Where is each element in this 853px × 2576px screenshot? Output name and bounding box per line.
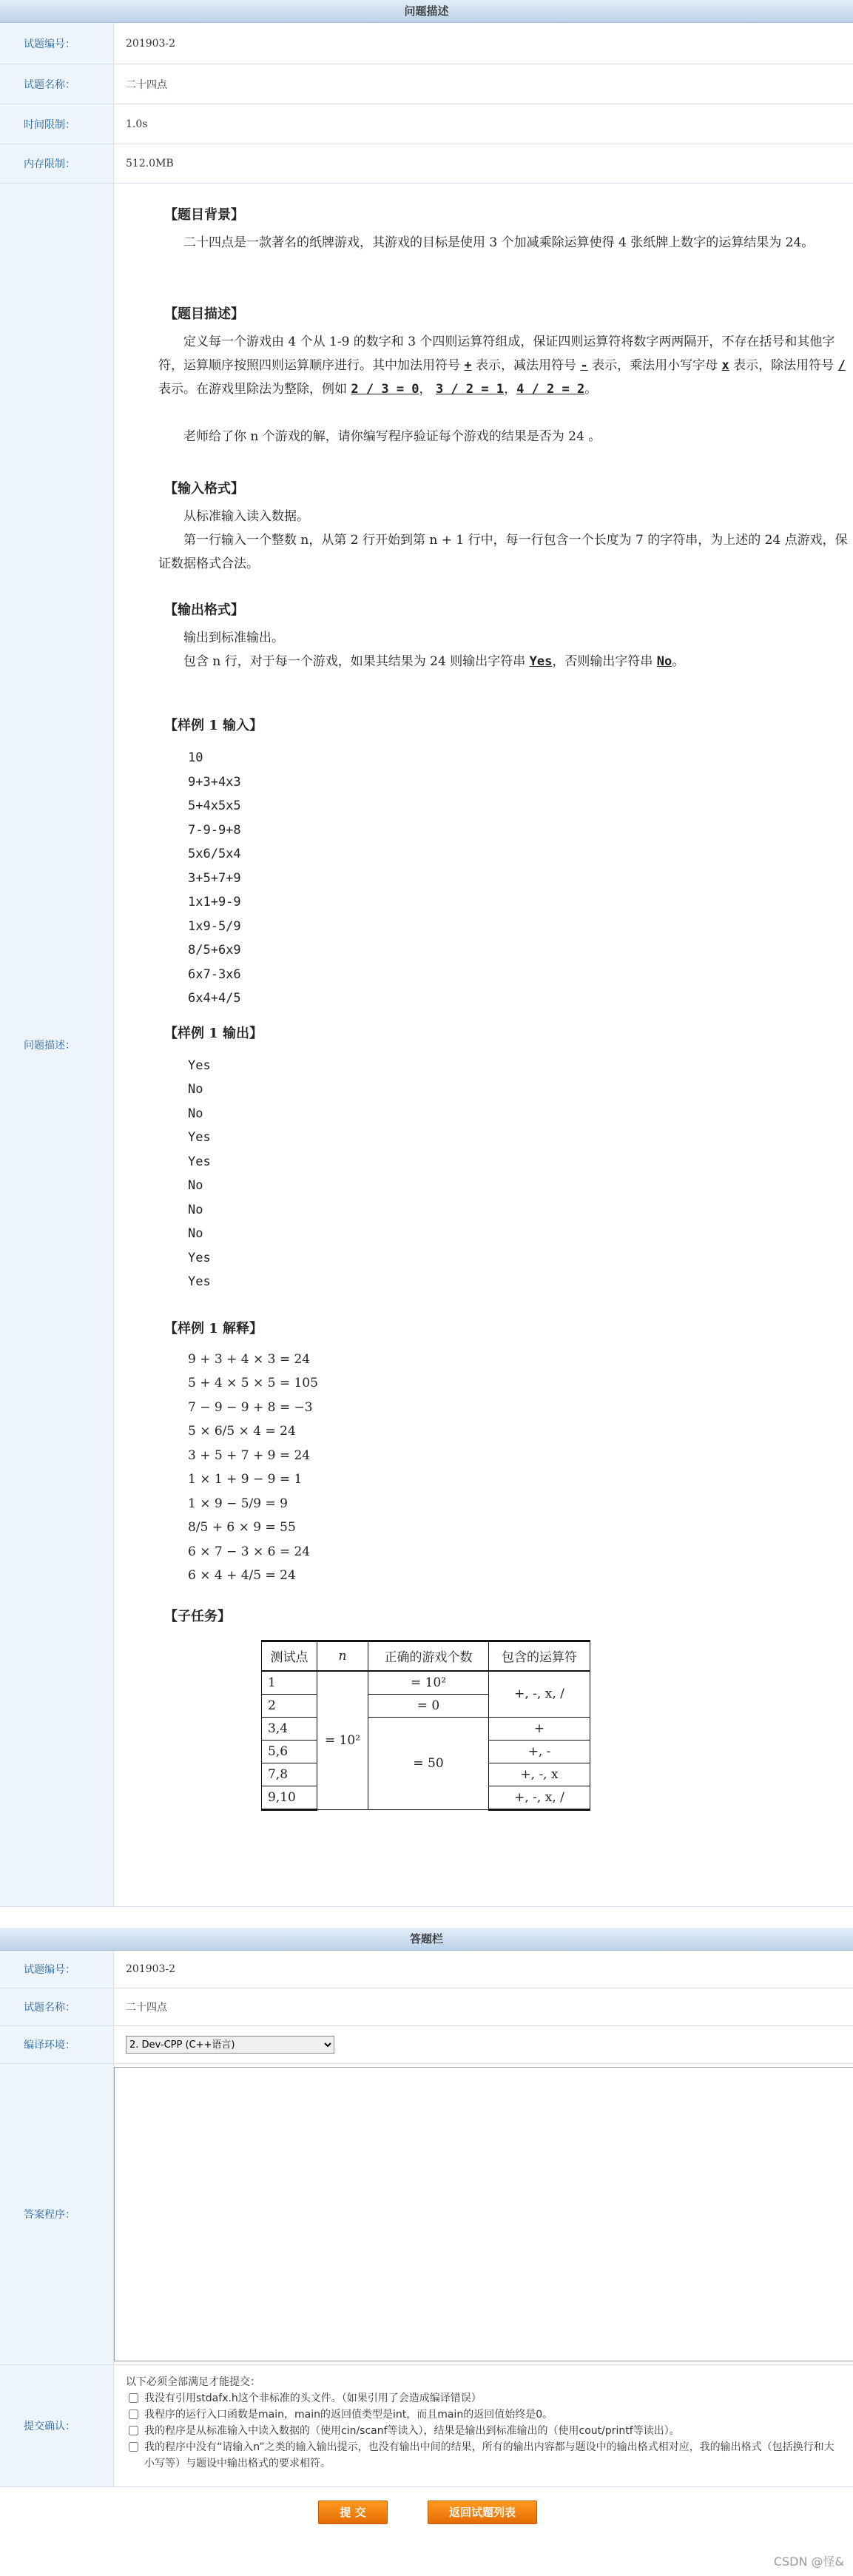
sample-input-line: 5+4x5x5 bbox=[188, 798, 241, 813]
plus-symbol: + bbox=[464, 358, 472, 373]
confirm-checkbox-3[interactable] bbox=[129, 2426, 138, 2435]
subtask-point: 5,6 bbox=[262, 1740, 317, 1763]
yes-string: Yes bbox=[529, 654, 553, 669]
explain-line: 8/5 + 6 × 9 = 55 bbox=[188, 1520, 296, 1535]
subtask-header: n bbox=[317, 1641, 368, 1671]
answer-id-label: 试题编号： bbox=[0, 1951, 114, 1988]
out-text-a: 包含 n 行，对于每一个游戏，如果其结果为 24 则输出字符串 bbox=[183, 654, 530, 669]
submit-confirm-row bbox=[0, 2365, 853, 2487]
problem-name-label: 试题名称： bbox=[0, 64, 114, 104]
answer-id-value: 201903-2 bbox=[126, 1963, 176, 1975]
subtask-ops: +, -, x, / bbox=[489, 1671, 590, 1718]
sample-input-line: 5x6/5x4 bbox=[188, 847, 241, 861]
sample-output-list bbox=[158, 1049, 853, 1294]
problem-id-label: 试题编号： bbox=[0, 23, 114, 64]
answer-code-textarea[interactable] bbox=[114, 2067, 853, 2361]
sample-input-line: 6x7-3x6 bbox=[188, 966, 241, 982]
out-text-c: 。 bbox=[672, 654, 685, 669]
sample-output-line: Yes bbox=[188, 1274, 211, 1289]
answer-code-label: 答案程序： bbox=[0, 2064, 114, 2364]
input-format-p1: 从标准输入读入数据。 bbox=[183, 509, 309, 524]
description-paragraph-2: 老师给了你 n 个游戏的解，请你编写程序验证每个游戏的结果是否为 24 。 bbox=[183, 429, 601, 444]
sample-output-line: No bbox=[188, 1082, 203, 1097]
confirm-check-2-text: 我程序的运行入口函数是main，main的返回值类型是int，而且main的返回值始终是0。 bbox=[144, 2409, 553, 2421]
subtask-ops: +, -, x, / bbox=[489, 1786, 590, 1809]
sample-input-line: 3+5+7+9 bbox=[188, 870, 241, 886]
confirm-intro: 以下必须全部满足才能提交： bbox=[126, 2376, 260, 2388]
desc-text-b: 表示，减法用符号 bbox=[471, 358, 581, 373]
subtask-correct: = 50 bbox=[368, 1717, 489, 1809]
explain-line: 6 × 7 − 3 × 6 = 24 bbox=[188, 1544, 311, 1559]
answer-code-row bbox=[0, 2064, 853, 2365]
compiler-env-row bbox=[0, 2026, 853, 2064]
confirm-checkbox-1[interactable] bbox=[129, 2393, 138, 2403]
answer-name-label: 试题名称： bbox=[0, 1988, 114, 2025]
subtask-header: 正确的游戏个数 bbox=[368, 1641, 489, 1671]
memory-limit-row bbox=[0, 144, 853, 184]
problem-description-row bbox=[0, 184, 853, 1907]
explain-line: 1 × 1 + 9 − 9 = 1 bbox=[188, 1472, 303, 1487]
answer-name-value: 二十四点 bbox=[126, 2002, 167, 2014]
button-bar bbox=[0, 2487, 853, 2576]
multiply-symbol: x bbox=[721, 358, 729, 373]
explain-line: 5 + 4 × 5 × 5 = 105 bbox=[188, 1376, 318, 1390]
subtask-correct: = 10² bbox=[368, 1671, 489, 1695]
sample-output-line: Yes bbox=[188, 1154, 211, 1169]
subtask-ops: +, - bbox=[489, 1740, 590, 1763]
desc-end: 。 bbox=[584, 382, 598, 397]
subtask-title: 【子任务】 bbox=[164, 1608, 231, 1624]
subtask-header-row bbox=[262, 1641, 590, 1671]
subtask-point: 3,4 bbox=[262, 1717, 317, 1740]
sample-output-line: Yes bbox=[188, 1057, 211, 1073]
time-limit-label: 时间限制： bbox=[0, 104, 114, 144]
answer-id-row bbox=[0, 1951, 853, 1988]
problem-description-label: 问题描述： bbox=[0, 184, 114, 1906]
no-string: No bbox=[656, 654, 672, 669]
example-3: 4 / 2 = 2 bbox=[516, 382, 585, 397]
problem-name-value: 二十四点 bbox=[126, 78, 167, 91]
subtask-row bbox=[262, 1671, 590, 1695]
problem-header: 问题描述 bbox=[0, 0, 853, 23]
back-to-list-button[interactable]: 返回试题列表 bbox=[428, 2501, 537, 2524]
sep-1: ， bbox=[419, 382, 436, 397]
sample-output-line: No bbox=[188, 1106, 203, 1121]
watermark: CSDN @怪& bbox=[773, 2555, 844, 2569]
sample-input-line: 8/5+6x9 bbox=[188, 943, 241, 958]
explain-line: 6 × 4 + 4/5 = 24 bbox=[188, 1568, 296, 1583]
problem-id-row bbox=[0, 23, 853, 64]
out-text-b: ，否则输出字符串 bbox=[552, 654, 657, 669]
compiler-env-select[interactable] bbox=[126, 2036, 334, 2054]
sample-output-line: No bbox=[188, 1202, 203, 1217]
explain-line: 7 − 9 − 9 + 8 = −3 bbox=[188, 1399, 313, 1415]
subtask-point: 1 bbox=[262, 1671, 317, 1695]
answer-name-row bbox=[0, 1988, 853, 2026]
memory-limit-label: 内存限制： bbox=[0, 144, 114, 183]
answer-header: 答题栏 bbox=[0, 1928, 853, 1951]
confirm-check-4-text: 我的程序中没有“请输入n”之类的输入输出提示，也没有输出中间的结果，所有的输出内容都与题设中的输出格式相对应，我的输出格式（包括换行和大小写等）与题设中输出格式的要求相符。 bbox=[144, 2441, 835, 2469]
confirm-checkbox-4[interactable] bbox=[129, 2442, 138, 2452]
output-format-title: 【输出格式】 bbox=[164, 602, 244, 618]
sample-input-line: 6x4+4/5 bbox=[188, 991, 241, 1006]
confirm-checkbox-2[interactable] bbox=[129, 2409, 138, 2419]
description-paragraph-1 bbox=[158, 330, 853, 425]
confirm-check-2[interactable] bbox=[126, 2407, 553, 2423]
compiler-env-label: 编译环境： bbox=[0, 2026, 114, 2063]
confirm-check-3[interactable] bbox=[126, 2423, 680, 2439]
subtask-header: 测试点 bbox=[262, 1641, 317, 1671]
sample-input-line: 7-9-9+8 bbox=[188, 822, 241, 838]
description-title: 【题目描述】 bbox=[164, 306, 244, 322]
example-1: 2 / 3 = 0 bbox=[351, 382, 419, 397]
submit-button[interactable]: 提 交 bbox=[318, 2501, 388, 2524]
sample-input-title: 【样例 1 输入】 bbox=[164, 718, 263, 733]
time-limit-row bbox=[0, 104, 853, 144]
memory-limit-value: 512.0MB bbox=[126, 158, 174, 169]
sample-input-list bbox=[158, 741, 853, 1011]
explain-line: 9 + 3 + 4 × 3 = 24 bbox=[188, 1351, 311, 1367]
confirm-check-1-text: 我没有引用stdafx.h这个非标准的头文件。（如果引用了会造成编译错误） bbox=[144, 2392, 482, 2404]
explain-line: 5 × 6/5 × 4 = 24 bbox=[188, 1424, 296, 1439]
sample-explain-list bbox=[158, 1345, 853, 1588]
sample-output-line: No bbox=[188, 1226, 203, 1241]
problem-name-row bbox=[0, 64, 853, 104]
explain-line: 1 × 9 − 5/9 = 9 bbox=[188, 1496, 288, 1511]
confirm-check-4[interactable] bbox=[126, 2439, 836, 2472]
output-format-p1: 输出到标准输出。 bbox=[183, 630, 284, 645]
sample-output-line: No bbox=[188, 1178, 203, 1193]
input-format-title: 【输入格式】 bbox=[164, 481, 244, 497]
explain-line: 3 + 5 + 7 + 9 = 24 bbox=[188, 1447, 311, 1463]
sep-2: ， bbox=[504, 382, 517, 397]
subtask-point: 9,10 bbox=[262, 1786, 317, 1809]
problem-description-content bbox=[114, 184, 853, 1906]
subtask-ops: + bbox=[489, 1717, 590, 1740]
subtask-table bbox=[261, 1640, 590, 1811]
minus-symbol: - bbox=[580, 358, 588, 373]
submit-confirm-label: 提交确认： bbox=[0, 2365, 114, 2486]
background-title: 【题目背景】 bbox=[164, 207, 244, 223]
desc-text-a: 定义每一个游戏由 4 个从 1-9 的数字和 3 个四则运算符组成，保证四则运算符将数字两两隔开，不存在括号和其他字符，运算顺序按照四则运算顺序进行。其中加法用符号 bbox=[158, 334, 835, 373]
desc-text-c: 表示，乘法用小写字母 bbox=[587, 358, 722, 373]
sample-input-line: 1x9-5/9 bbox=[188, 918, 241, 934]
confirm-check-1[interactable] bbox=[126, 2390, 482, 2407]
desc-text-d: 表示，除法用符号 bbox=[729, 358, 838, 373]
sample-output-line: Yes bbox=[188, 1250, 211, 1265]
subtask-ops: +, -, x bbox=[489, 1763, 590, 1786]
sample-input-line: 10 bbox=[188, 750, 203, 765]
desc-text-e: 表示。在游戏里除法为整除，例如 bbox=[158, 382, 351, 397]
background-text: 二十四点是一款著名的纸牌游戏，其游戏的目标是使用 3 个加减乘除运算使得 4 张纸牌上数字的运算结果为 24。 bbox=[183, 235, 815, 250]
subtask-point: 7,8 bbox=[262, 1763, 317, 1786]
example-2: 3 / 2 = 1 bbox=[435, 382, 505, 397]
subtask-point: 2 bbox=[262, 1694, 317, 1717]
problem-id-value: 201903-2 bbox=[126, 37, 176, 50]
subtask-header: 包含的运算符 bbox=[489, 1641, 590, 1671]
submit-confirm-cell bbox=[114, 2365, 853, 2486]
input-format-p2: 第一行输入一个整数 n，从第 2 行开始到第 n + 1 行中，每一行包含一个长度为 7 的字符串，为上述的 24 点游戏，保证数据格式合法。 bbox=[158, 533, 848, 571]
compiler-env-cell bbox=[114, 2026, 853, 2063]
subtask-correct: = 0 bbox=[368, 1694, 489, 1717]
sample-input-line: 1x1+9-9 bbox=[188, 895, 241, 909]
sample-explain-title: 【样例 1 解释】 bbox=[164, 1320, 263, 1336]
section-spacer bbox=[0, 1907, 853, 1928]
confirm-check-3-text: 我的程序是从标准输入中读入数据的（使用cin/scanf等读入），结果是输出到标准输出的（使用cout/printf等读出）。 bbox=[144, 2425, 680, 2437]
subtask-row bbox=[262, 1717, 590, 1740]
sample-output-title: 【样例 1 输出】 bbox=[164, 1025, 263, 1041]
subtask-n: = 10² bbox=[317, 1671, 368, 1810]
answer-code-cell bbox=[114, 2064, 853, 2364]
output-format-p2 bbox=[158, 650, 853, 697]
sample-input-line: 9+3+4x3 bbox=[188, 774, 241, 790]
divide-symbol: / bbox=[837, 358, 846, 373]
time-limit-value: 1.0s bbox=[126, 118, 148, 130]
sample-output-line: Yes bbox=[188, 1130, 211, 1145]
